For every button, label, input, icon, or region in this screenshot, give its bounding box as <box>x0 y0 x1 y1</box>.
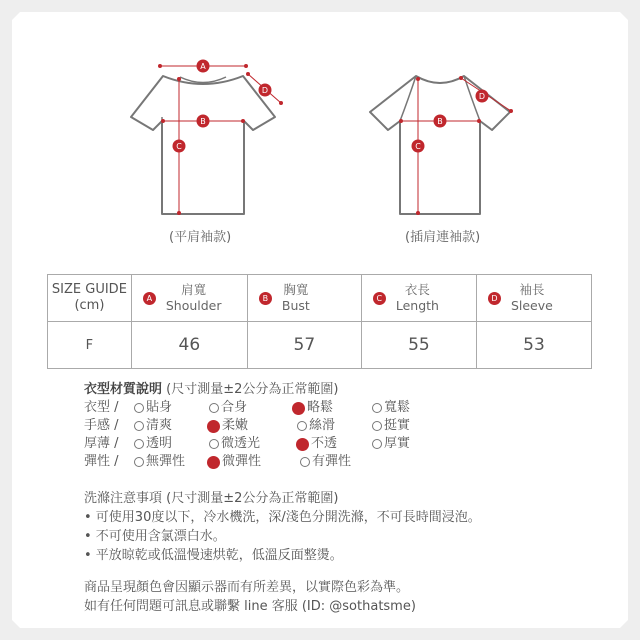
material-row-elasticity: 彈性 / 無彈性 微彈性 有彈性 <box>84 454 352 469</box>
size-guide-table <box>47 274 592 369</box>
option-indicator-selected <box>207 420 220 433</box>
list-item: • 平放晾乾或低溫慢速烘乾，低溫反面整燙。 <box>84 548 343 563</box>
color-disclaimer: 商品呈現顏色會因顯示器而有所差異，以實際色彩為準。 <box>84 580 410 595</box>
value-sleeve: 53 <box>476 322 591 369</box>
tshirt-set-in-sleeve <box>131 60 283 216</box>
column-header-sleeve: D 袖長 Sleeve <box>476 275 591 322</box>
marker-a-text: A <box>200 62 206 71</box>
marker-c-text: C <box>415 142 421 151</box>
option-indicator <box>134 457 144 467</box>
marker-b-badge: B <box>259 292 272 305</box>
tshirt-diagrams <box>0 0 640 260</box>
option-indicator <box>372 421 382 431</box>
option-indicator-selected <box>207 456 220 469</box>
washing-title: 洗滌注意事項 (尺寸測量±2公分為正常範圍) <box>84 491 339 506</box>
option-indicator-selected <box>296 438 309 451</box>
washing-instructions <box>84 489 481 565</box>
marker-d-text: D <box>261 86 269 95</box>
value-length: 55 <box>361 322 476 369</box>
size-guide-label: SIZE GUIDE (cm) <box>48 275 132 322</box>
option-indicator <box>209 439 219 449</box>
corner-notch <box>620 620 628 628</box>
material-row-fit: 衣型 / 貼身 合身 略鬆 寬鬆 <box>84 400 411 415</box>
caption-set-in-sleeve: (平肩袖款) <box>169 230 232 245</box>
marker-d-text: D <box>478 92 486 101</box>
material-row-thickness: 厚薄 / 透明 微透光 不透 厚實 <box>84 436 411 451</box>
column-header-shoulder: A 肩寬 Shoulder <box>131 275 247 322</box>
option-indicator <box>297 421 307 431</box>
footer-notes <box>84 578 416 616</box>
marker-c-text: C <box>176 142 182 151</box>
marker-b-text: B <box>200 117 206 126</box>
material-row-feel: 手感 / 清爽 柔嫩 絲滑 挺實 <box>84 418 411 433</box>
column-header-bust: B 胸寬 Bust <box>247 275 361 322</box>
caption-raglan-sleeve: (插肩連袖款) <box>405 230 481 245</box>
option-indicator <box>134 403 144 413</box>
value-bust: 57 <box>247 322 361 369</box>
tshirt-raglan-sleeve <box>370 76 513 215</box>
marker-c-badge: C <box>373 292 386 305</box>
option-indicator <box>372 439 382 449</box>
option-indicator <box>209 403 219 413</box>
option-indicator <box>372 403 382 413</box>
column-header-length: C 衣長 Length <box>361 275 476 322</box>
marker-a-badge: A <box>143 292 156 305</box>
option-indicator <box>300 457 310 467</box>
table-row <box>48 322 592 369</box>
size-table-header-row <box>48 275 592 322</box>
option-indicator <box>134 421 144 431</box>
value-shoulder: 46 <box>131 322 247 369</box>
marker-d-badge: D <box>488 292 501 305</box>
list-item: • 不可使用含氯漂白水。 <box>84 529 226 544</box>
contact-info: 如有任何問題可訊息或聯繫 line 客服 (ID: @sothatsme) <box>84 599 416 614</box>
list-item: • 可使用30度以下，冷水機洗，深/淺色分開洗滌，不可長時間浸泡。 <box>84 510 481 525</box>
material-title: 衣型材質說明 (尺寸測量±2公分為正常範圍) <box>84 382 339 397</box>
marker-b-text: B <box>437 117 443 126</box>
material-section <box>84 381 411 471</box>
option-indicator <box>134 439 144 449</box>
corner-notch <box>12 620 20 628</box>
size-label: F <box>48 322 132 369</box>
option-indicator-selected <box>292 402 305 415</box>
